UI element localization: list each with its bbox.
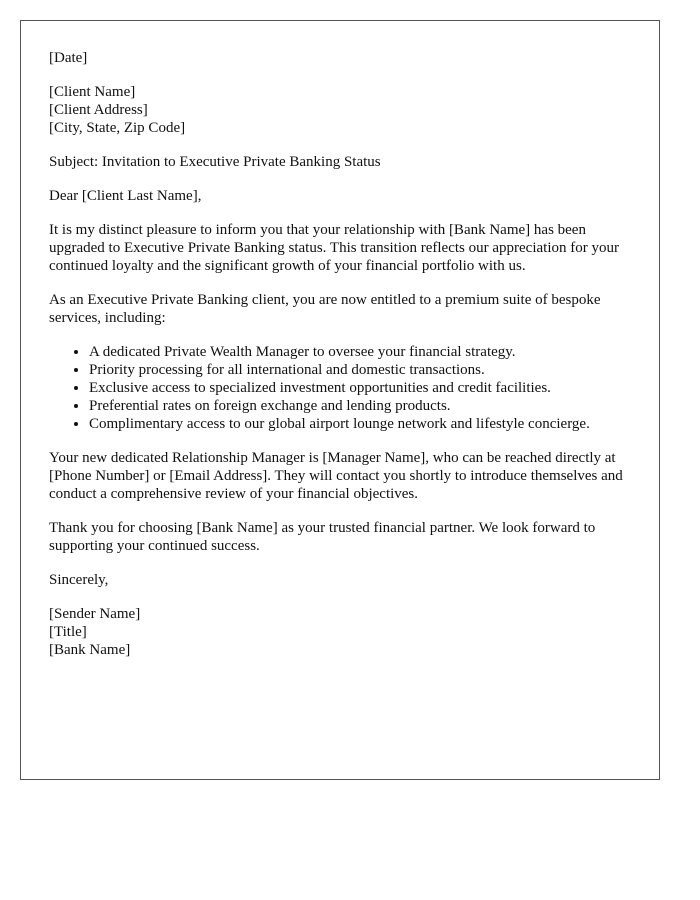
letter-page: [20, 20, 660, 780]
recipient-name: [Client Name]: [49, 84, 136, 100]
letter-salutation: Dear [Client Last Name],: [49, 188, 202, 204]
recipient-address: [Client Address]: [49, 102, 148, 118]
recipient-block: [49, 83, 631, 137]
body-paragraph-3: Your new dedicated Relationship Manager is [Manager Name], who can be reached directly at [Phone Number] or [Email Address]. They will contact you shortly to introduce themselves and conduct a comprehensive review of your financial objectives.: [49, 450, 623, 502]
benefit-item: • A dedicated Private Wealth Manager to oversee your financial strategy.: [89, 343, 631, 361]
body-paragraph-1: It is my distinct pleasure to inform you that your relationship with [Bank Name] has been upgraded to Executive Private Banking status. This transition reflects our appreciation for your continued loyalty and the significant growth of your financial portfolio with us.: [49, 222, 619, 274]
letter-subject: Subject: Invitation to Executive Private Banking Status: [49, 154, 381, 170]
benefits-list: [49, 343, 631, 433]
body-paragraph-4: Thank you for choosing [Bank Name] as your trusted financial partner. We look forward to supporting your continued success.: [49, 520, 596, 554]
sender-bank: [Bank Name]: [49, 642, 131, 658]
letter-closing: Sincerely,: [49, 572, 109, 588]
letter-date: [Date]: [49, 50, 88, 66]
body-paragraph-2: As an Executive Private Banking client, you are now entitled to a premium suite of bespoke services, including:: [49, 292, 601, 326]
benefit-item: • Exclusive access to specialized investment opportunities and credit facilities.: [89, 379, 631, 397]
benefit-item: • Complimentary access to our global airport lounge network and lifestyle concierge.: [89, 415, 631, 433]
sender-name: [Sender Name]: [49, 606, 141, 622]
sender-title: [Title]: [49, 624, 87, 640]
benefit-item: • Priority processing for all international and domestic transactions.: [89, 361, 631, 379]
signature-block: [49, 605, 631, 659]
benefit-item: • Preferential rates on foreign exchange and lending products.: [89, 397, 631, 415]
recipient-city-state-zip: [City, State, Zip Code]: [49, 120, 186, 136]
